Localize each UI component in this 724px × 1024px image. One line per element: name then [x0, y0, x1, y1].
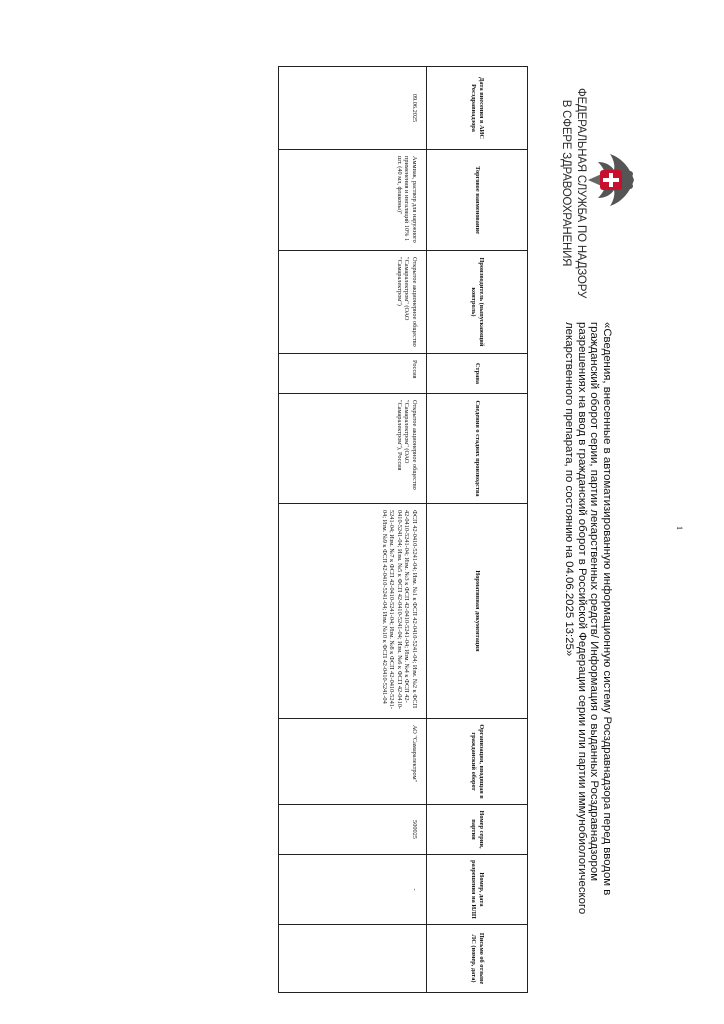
- column-header: Производитель (выпускающий контроль): [427, 251, 528, 354]
- table-cell: Аммиак, раствор для наружного применения и ингаляций 10% 1 шт. (40 мл, флаконы)": [279, 150, 427, 251]
- column-header: Сведения о стадиях производства: [427, 394, 528, 504]
- agency-line-2: В СФЕРЕ ЗДРАВООХРАНЕНИЯ: [560, 99, 572, 267]
- table-cell: Открытое акционерное общество "Самаралектром" (ОАО "Самаралектром"), Россия: [279, 394, 427, 504]
- page-number: 1: [675, 526, 684, 530]
- document-heading: «Сведения, внесенные в автоматизированную информационную систему Росздравнадзора перед вводом в гражданский оборот серии, партии лекарственных средств/ Информация о выданных Росздравнадзором разрешениях на ввод в гражданский оборот в Российской Федерации серии или партии иммунобиологического лекарственного препарата, по состоянию на 04.06.2025 13:25»: [563, 322, 613, 915]
- column-header: Торговое наименование: [427, 150, 528, 251]
- records-table: [278, 66, 528, 993]
- table-cell: ФСП 42-0410-5241-04; Изм. №1 к ФСП 42-0410-5241-04; Изм. №2 к ФСП 42-0410-5241-04; Изм. №3 к ФСП 42-0410-5241-04; Изм. №4 к ФСП 42-0410-5241-04; Изм. №5 к ФСП 42-0410-5241-04; Изм. №6 к ФСП 42-0410-5241-04; Изм. №7 к ФСП 42-0410-5241-04; Изм. №8 к ФСП 42-0410-5241-04; Изм. №9 к ФСП 42-0410-5241-04; Изм. №10 к ФСП 42-0410-5241-04: [279, 504, 427, 719]
- column-header: Страна: [427, 354, 528, 394]
- table-cell: Открытое акционерное общество "Самаралектром" (ОАО "Самаралектром"): [279, 251, 427, 354]
- column-header: Дата внесения в АИС Росздравнадзора: [427, 67, 528, 150]
- table-cell: [279, 925, 427, 993]
- table-cell: 09.06.2025: [279, 67, 427, 150]
- table-cell: -: [279, 855, 427, 925]
- table-cell: Россия: [279, 354, 427, 394]
- table-header-row: [427, 67, 528, 993]
- agency-name: [558, 88, 588, 299]
- column-header: Нормативная документация: [427, 504, 528, 719]
- eagle-emblem-icon: [580, 150, 640, 210]
- table-cell: 500025: [279, 805, 427, 855]
- column-header: Номер, дата разрешения на ИЛП: [427, 855, 528, 925]
- column-header: Организация, вводящая в гражданский оборот: [427, 719, 528, 805]
- table-cell: АО "Самаралектром": [279, 719, 427, 805]
- column-header: Номер серии, партии: [427, 805, 528, 855]
- column-header: Письмо об отзыве ЛС (номер, дата): [427, 925, 528, 993]
- table-row: [279, 67, 427, 993]
- agency-line-1: ФЕДЕРАЛЬНАЯ СЛУЖБА ПО НАДЗОРУ: [575, 88, 587, 299]
